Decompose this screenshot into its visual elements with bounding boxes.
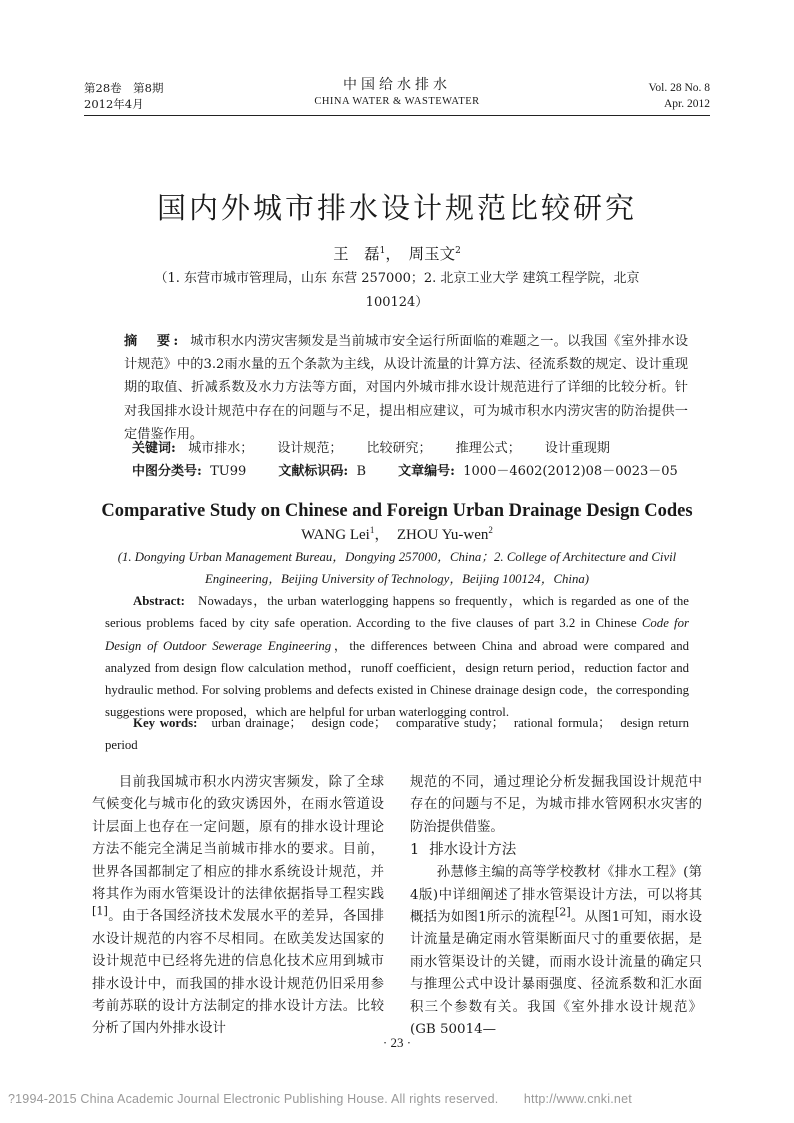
abstract-zh: [124, 330, 688, 446]
keyword-item: 推理公式；: [455, 441, 521, 456]
article-number-value: 1000－4602(2012)08－0023－05: [463, 464, 678, 479]
paragraph-text-cont: 。由于各国经济技术发展水平的差异，各国排水设计规范的内容不尽相同。在欧美发达国家的设计规范中已经将先进的信息化技术应用到城市排水设计中，而我国的排水设计规范仍旧采用参考前苏联的设计方法制定的排水设计方法。比较分析了国内外排水设计: [92, 909, 384, 1037]
citation-ref: [2]: [554, 905, 571, 919]
keyword-item: 设计重现期: [544, 441, 610, 456]
author-affil-mark: 1: [379, 245, 386, 256]
body-column-left: [92, 772, 384, 1041]
journal-name-en: CHINA WATER & WASTEWATER: [314, 96, 480, 107]
paragraph-text: 目前我国城市积水内涝灾害频发，除了全球气候变化与城市化的致灾诱因外，在雨水管道设计层面上也存在一定问题，原有的排水设计理论方法不能完全满足当前城市排水的要求。目前，世界各国都制定了相应的排水系统设计规范，并将其作为雨水管渠设计的法律依据指导工程实践: [92, 775, 384, 903]
author-affil-mark: 2: [455, 245, 461, 256]
english-author-name: ZHOU Yu-wen: [396, 527, 489, 543]
english-author-list: [0, 524, 794, 546]
author-separator: ，: [374, 527, 397, 543]
clc-value: TU99: [210, 464, 247, 479]
keywords-zh: [132, 437, 630, 460]
section-heading: [410, 839, 702, 862]
volume-issue-en: Vol. 28 No. 8: [648, 82, 710, 94]
paper-title: 国内外城市排水设计规范比较研究: [156, 191, 637, 225]
body-column-right: [410, 772, 702, 1041]
keyword-item: 比较研究；: [366, 441, 432, 456]
keyword-item: 设计规范；: [277, 441, 343, 456]
article-number-label: 文章编号:: [398, 464, 455, 479]
doc-code-label: 文献标识码:: [278, 464, 349, 479]
author-separator: ，: [385, 245, 409, 263]
english-affiliation: (1. Dongying Urban Management Bureau，Dongying 257000，China；2. College of Architecture and Civil Engineering，Beijing University of Technology，Beijing 100124，China): [117, 550, 677, 586]
keywords-en-text: urban drainage； design code； comparative study； rational formula； design return period: [105, 716, 689, 753]
section-number: 1: [410, 842, 420, 859]
english-title: Comparative Study on Chinese and Foreign Urban Drainage Design Codes: [101, 501, 693, 521]
author-affil-mark: 2: [488, 525, 493, 535]
english-author-name: WANG Lei: [301, 527, 370, 543]
citation-ref: [1]: [92, 904, 108, 918]
abstract-zh-label: 摘 要:: [124, 334, 182, 349]
classification-line: [132, 460, 678, 483]
journal-name-zh: 中国给水排水: [343, 77, 451, 93]
keyword-item: 城市排水；: [188, 441, 254, 456]
code-title: Code for Design of Outdoor Sewerage Engineering: [105, 616, 689, 653]
author-affil-mark: 1: [369, 525, 375, 535]
section-title: 排水设计方法: [429, 842, 517, 859]
issue-date-en: Apr. 2012: [664, 98, 710, 110]
abstract-en-text-cont: ，the differences between China and abroad were compared and analyzed from design flow calculation method，runoff coefficient，design return period，reduction factor and hydraulic method. For solving problems and defects existed in Chinese drainage design code，the corresponding suggestions were proposed，which are helpful for urban waterlogging control.: [105, 638, 689, 720]
abstract-en-text: Nowadays，the urban waterlogging happens so frequently，which is regarded as one of the serious problems faced by city safe operation. According to the five clauses of part 3.2 in Chinese: [105, 594, 689, 631]
keywords-en: [105, 712, 689, 757]
clc-label: 中图分类号:: [132, 464, 202, 479]
page-number: · 23 ·: [382, 1035, 412, 1050]
keywords-zh-label: 关键词:: [132, 441, 176, 456]
body-paragraph-cont: 规范的不同，通过理论分析发掘我国设计规范中存在的问题与不足，为城市排水管网积水灾害的防治提供借鉴。: [410, 775, 702, 835]
keywords-en-label: Key words:: [133, 716, 198, 730]
running-header-right: [649, 80, 710, 112]
abstract-zh-text: 城市积水内涝灾害频发是当前城市安全运行所面临的难题之一。以我国《室外排水设计规范》中的3.2雨水量的五个条款为主线，从设计流量的计算方法、径流系数的规定、设计重现期的取值、折减系数及水力方法等方面，对国内外城市排水设计规范进行了详细的比较分析。针对我国排水设计规范中存在的问题与不足，提出相应建议，可为城市积水内涝灾害的防治提供一定借鉴作用。: [124, 334, 689, 442]
author-affiliation: （1. 东营市城市管理局，山东 东营 257000；2. 北京工业大学 建筑工程学院，北京 100124）: [154, 271, 640, 310]
paragraph-text: 孙慧修主编的高等学校教材《排水工程》(第4版)中详细阐述了排水管渠设计方法，可以将其概括为如图1所示的流程: [410, 865, 702, 926]
author-name: 王 磊: [333, 245, 380, 263]
abstract-en: [105, 590, 689, 724]
body-paragraph: [410, 862, 702, 1041]
volume-issue: 第28卷 第8期: [84, 81, 164, 95]
doc-code-value: B: [356, 464, 367, 479]
abstract-en-label: Abstract:: [133, 594, 185, 608]
body-paragraph: [92, 772, 384, 1041]
author-name: 周玉文: [408, 245, 456, 263]
issue-date: 2012年4月: [84, 97, 144, 111]
author-list: [0, 243, 794, 265]
copyright-footer: ?1994-2015 China Academic Journal Electronic Publishing House. All rights reserved. http://www.cnki.net: [8, 1092, 632, 1106]
paragraph-text-cont: 。从图1可知，雨水设计流量是确定雨水管渠断面尺寸的重要依据，是雨水管渠设计的关键，而雨水设计流量的确定只与推理公式中设计暴雨强度、径流系数和汇水面积三个参数有关。我国《室外排水设计规范》(GB 50014—: [410, 910, 702, 1038]
header-rule: [84, 115, 710, 116]
